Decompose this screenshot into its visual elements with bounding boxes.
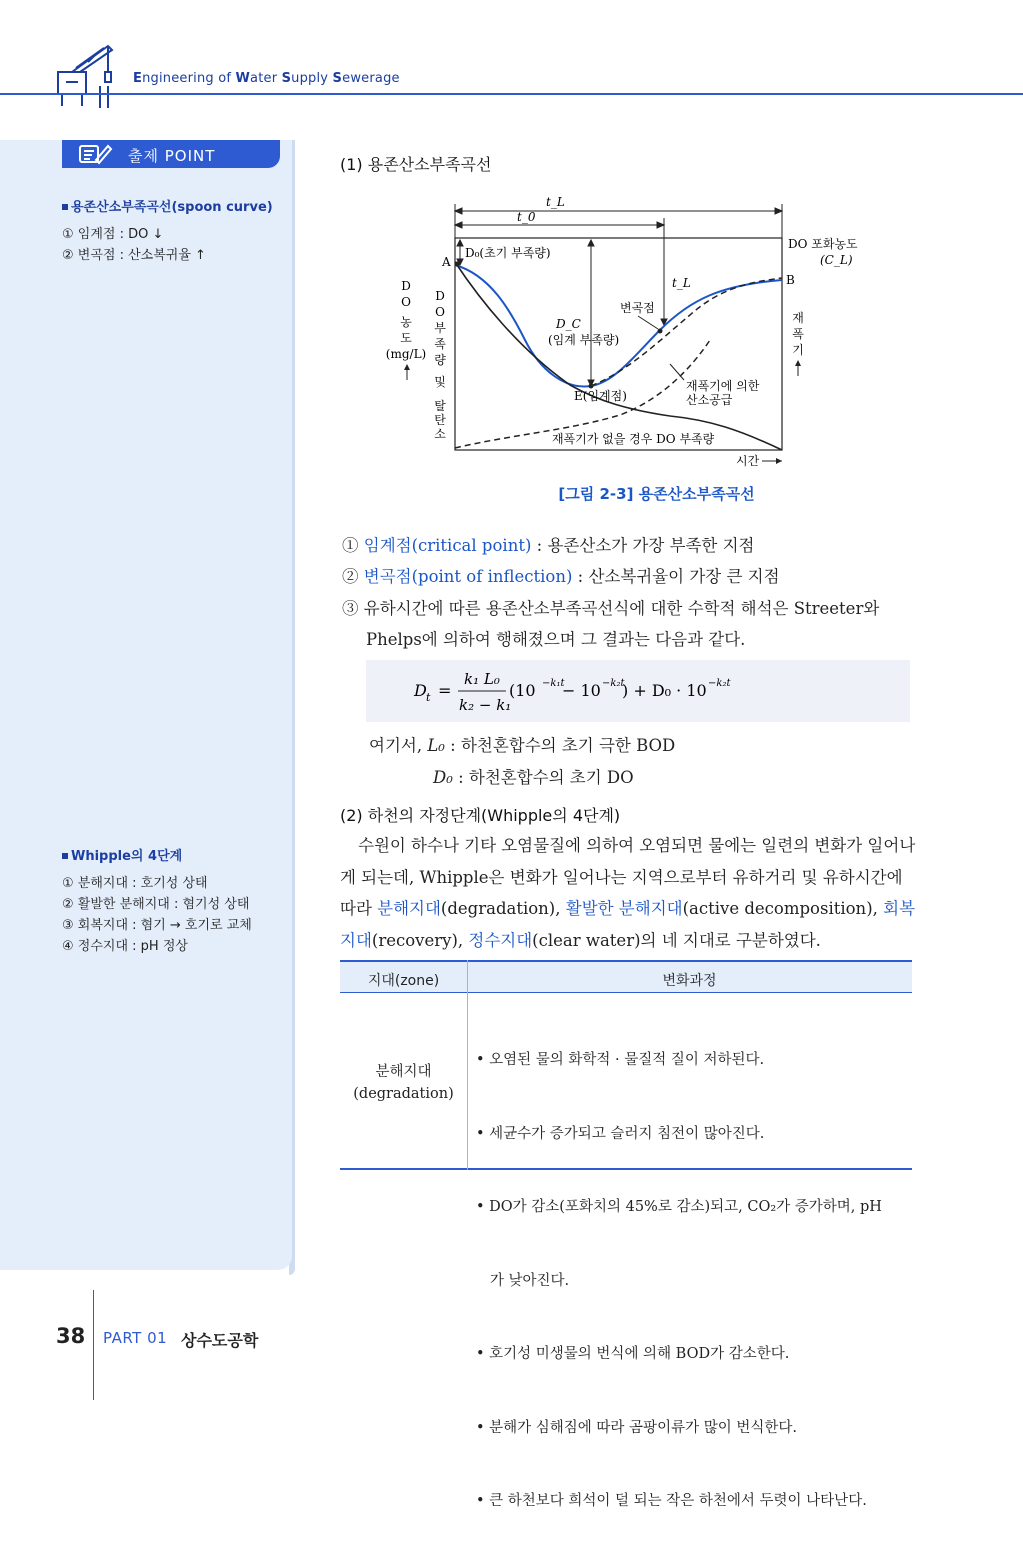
bullet-item: • 오염된 물의 화학적 · 물질적 질이 저하된다.	[476, 1052, 765, 1068]
deficit-curve	[455, 262, 782, 450]
label-b: B	[786, 273, 795, 287]
t0-label: t_0	[517, 210, 536, 224]
figure-caption: [그림 2-3] 용존산소부족곡선	[558, 485, 755, 503]
label-dc: D_C	[556, 317, 581, 331]
label-tl-inner: t_L	[672, 276, 691, 290]
sidebar-item: ② 활발한 분해지대 : 혐기성 상태	[62, 897, 250, 912]
sidebar-item: ① 임계점 : DO ↓	[62, 227, 164, 242]
svg-text:D: D	[414, 681, 427, 700]
bullet-item: • 호기성 미생물의 번식에 의해 BOD가 감소한다.	[476, 1346, 790, 1362]
bullet-item: • DO가 감소(포화치의 45%로 감소)되고, CO₂가 증가하며, pH	[476, 1199, 882, 1215]
sidebar-item: ④ 정수지대 : pH 정상	[62, 939, 188, 954]
yaxis2-char: O	[435, 305, 445, 319]
point-tab	[62, 140, 280, 168]
label-inflection: 변곡점	[620, 301, 655, 315]
bullet-item: • 세균수가 증가되고 슬러지 침전이 많아진다.	[476, 1125, 765, 1142]
yaxis1-char: 농	[400, 315, 412, 329]
section2-line: 따라 분해지대(degradation), 활발한 분해지대(active decomposition), 회복	[340, 899, 916, 918]
table-header	[340, 960, 912, 993]
point-e	[589, 384, 594, 389]
point-3: ③ 유하시간에 따른 용존산소부족곡선식에 대한 수학적 해석은 Streeter와	[342, 599, 880, 618]
label-dc-sub: (임계 부족량)	[548, 333, 620, 347]
yaxis2-char: 량	[434, 353, 446, 367]
bullet-item: • 분해가 심해짐에 따라 곰팡이류가 많이 번식한다.	[476, 1419, 797, 1436]
section-heading-2: (2) 하천의 자정단계(Whipple의 4단계)	[340, 806, 621, 825]
point-3-cont: Phelps에 의하여 행해졌으며 그 결과는 다음과 같다.	[366, 630, 746, 649]
table-header-zone: 지대(zone)	[367, 973, 440, 989]
point-tab-label: 출제 POINT	[128, 147, 216, 165]
label-reaeration-2: 산소공급	[686, 393, 733, 407]
yaxis1-char: (mg/L)	[385, 347, 427, 361]
bullet-item: 가 낮아진다.	[476, 1272, 570, 1289]
crane-icon	[52, 42, 124, 110]
footer-rule	[93, 1290, 94, 1400]
yaxis2-char: 및	[434, 375, 446, 389]
right-axis-char: 폭	[792, 327, 804, 341]
label-no-reaeration: 재폭기가 없을 경우 DO 부족량	[552, 432, 715, 446]
streeter-phelps-formula	[366, 660, 910, 722]
tL-label: t_L	[546, 195, 565, 209]
label-do-sat-cl: (C_L)	[820, 253, 853, 267]
sidebar-heading-spoon-curve: 용존산소부족곡선(spoon curve)	[62, 196, 273, 215]
header-title: Engineering of Water Supply Sewerage	[133, 71, 400, 86]
yaxis2-char: 탈	[434, 399, 446, 413]
svg-text:k₂ − k₁: k₂ − k₁	[459, 696, 512, 714]
point-1: ① 임계점(critical point) : 용존산소가 가장 부족한 지점	[342, 536, 755, 555]
yaxis2-char: 소	[434, 427, 446, 441]
sidebar-item: ③ 회복지대 : 혐기 → 호기로 교체	[62, 918, 252, 933]
where-line-2: D₀ : 하천혼합수의 초기 DO	[433, 768, 634, 787]
svg-text:−k₂t: −k₂t	[602, 678, 625, 689]
label-a: A	[442, 255, 451, 269]
svg-text:(10: (10	[509, 681, 536, 700]
table-cell-zone: 분해지대 (degradation)	[353, 1064, 454, 1102]
svg-text:− 10: − 10	[562, 681, 601, 700]
page-header	[0, 0, 1023, 110]
label-d0: D₀(초기 부족량)	[465, 246, 551, 260]
yaxis2-char: 탄	[434, 413, 446, 427]
svg-text:−k₂t: −k₂t	[708, 678, 731, 689]
svg-text:) + D₀ · 10: ) + D₀ · 10	[622, 681, 707, 700]
yaxis2-char: 부	[434, 321, 446, 335]
footer-part: PART 01	[103, 1329, 168, 1347]
section2-line: 지대(recovery), 정수지대(clear water)의 네 지대로 구분하였다.	[340, 931, 821, 950]
point-a	[455, 262, 460, 267]
inflection-point	[658, 329, 663, 334]
yaxis1-char: O	[401, 295, 411, 309]
table-divider	[467, 960, 468, 1170]
bullet-item: • 큰 하천보다 희석이 덜 되는 작은 하천에서 두렷이 나타난다.	[476, 1493, 867, 1509]
note-pencil-icon	[76, 142, 112, 166]
where-line-1: 여기서, L₀ : 하천혼합수의 초기 극한 BOD	[369, 736, 676, 755]
yaxis2-char: 족	[434, 337, 446, 351]
yaxis2-char: D	[435, 289, 445, 303]
formula-box	[366, 660, 910, 722]
table-row	[340, 993, 912, 1509]
right-axis-char: 재	[792, 311, 804, 325]
sidebar	[0, 140, 292, 1270]
svg-text:−k₁t: −k₁t	[542, 678, 565, 689]
table-cell-process	[476, 999, 882, 1563]
point-2: ② 변곡점(point of inflection) : 산소복귀율이 가장 큰 지점	[342, 567, 780, 586]
label-reaeration: 재폭기에 의한	[686, 379, 760, 393]
section2-line: 게 되는데, Whipple은 변화가 일어나는 지역으로부터 유하거리 및 유하시간에	[340, 868, 903, 887]
spoon-curve-figure	[370, 190, 890, 480]
sidebar-heading-whipple: Whipple의 4단계	[62, 845, 182, 864]
sidebar-item: ② 변곡점 : 산소복귀율 ↑	[62, 248, 206, 263]
table-header-process: 변화과정	[662, 973, 717, 989]
right-axis-char: 기	[792, 343, 804, 357]
svg-text:=: =	[438, 681, 452, 700]
svg-text:t: t	[426, 691, 431, 704]
section-heading-1: (1) 용존산소부족곡선	[340, 155, 492, 174]
page-number: 38	[56, 1324, 86, 1348]
section2-line: 수원이 하수나 기타 오염물질에 의하여 오염되면 물에는 일련의 변화가 일어나	[358, 836, 916, 855]
yaxis1-char: D	[401, 279, 411, 293]
label-do-sat: DO 포화농도	[788, 237, 858, 251]
sidebar-item: ① 분해지대 : 호기성 상태	[62, 876, 208, 891]
footer-title: 상수도공학	[181, 1331, 259, 1350]
label-time: 시간	[736, 454, 760, 468]
yaxis1-char: 도	[400, 331, 412, 345]
label-critical: E(임계점)	[574, 389, 627, 403]
svg-text:k₁ L₀: k₁ L₀	[464, 670, 500, 688]
header-rule	[0, 93, 1023, 95]
